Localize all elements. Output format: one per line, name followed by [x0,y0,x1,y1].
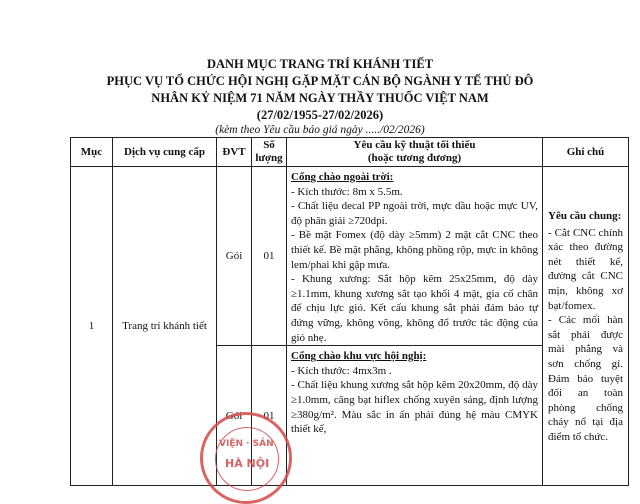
col-header-unit: ĐVT [217,138,252,167]
col-header-req-line1: Yêu cầu kỹ thuật tối thiểu [353,139,476,151]
cell-muc: 1 [71,167,113,486]
cell-service: Trang trí khánh tiết [113,167,217,486]
stamp-text-center: HÀ NỘI [225,457,270,470]
item-line: - Chất liệu decal PP ngoài trời, mực dầu hoặc mực UV, độ phân giải ≥720dpi. [291,200,538,227]
doc-title-line-1: DANH MỤC TRANG TRÍ KHÁNH TIẾT [206,57,434,71]
item-title: Cổng chào khu vực hội nghị: [291,350,427,363]
col-header-requirements [287,138,543,167]
cell-requirements-2 [287,346,543,486]
note-line: - Cắt CNC chính xác theo đường nét thiết kế, đường cắt CNC mịn, không xơ bạt/fomex. [548,226,623,312]
stamp-text-top: VIỆN · SẢN [219,439,274,449]
note-line: - Các mối hàn sắt phải được mài phẳng và sơn chống gỉ. Đảm bảo tuyệt đối an toàn phòng chống cháy nổ tại địa điểm tổ chức. [548,314,623,443]
col-header-qty [252,138,287,167]
item-line: - Khung xương: Sắt hộp kẽm 25x25mm, độ dày ≥1.1mm, khung xương sắt tạo khối 4 mặt, gia cố chân đế chịu lực gió. Kết cấu khung sắt phải đảm bảo tự đứng vững, không võng, không đổ trước tác động của gió nhẹ. [291,273,538,344]
cell-unit-1: Gói [217,167,252,346]
table-row [71,167,629,346]
cell-qty-1: 01 [252,167,287,346]
table-header-row [71,138,629,167]
col-header-qty-line2: lượng [255,152,283,164]
cell-unit-2: Gói [217,346,252,486]
red-stamp [200,412,292,504]
col-header-qty-line1: Số [263,139,275,151]
col-header-service: Dịch vụ cung cấp [113,138,217,167]
item-line: - Bề mặt Fomex (độ dày ≥5mm) 2 mặt cắt CNC theo thiết kế. Bề mặt phẳng, không phồng rộp, mực in không lem/phai khi gặp mưa. [291,229,538,271]
note-title: Yêu cầu chung: [548,210,622,222]
doc-title-line-2: PHỤC VỤ TỔ CHỨC HỘI NGHỊ GẶP MẶT CÁN BỘ NGÀNH Y TẾ THỦ ĐÔ [106,74,534,88]
col-header-note: Ghi chú [543,138,629,167]
requirements-table [70,137,629,486]
cell-requirements-1 [287,167,543,346]
doc-title-dates: (27/02/1955-27/02/2026) [256,108,384,122]
cell-qty-2: 01 [252,346,287,486]
item-line: - Kích thước: 4mx3m . [291,364,392,377]
item-line: - Chất liệu khung xương sắt hộp kẽm 20x20mm, độ dày ≥1.0mm, căng bạt hiflex chống xuyên sáng, định lượng ≥380g/m². Màu sắc in ấn phải đúng hệ màu CMYK thiết kế, [291,379,538,436]
col-header-req-line2: (hoặc tương đương) [367,152,462,164]
item-line: - Kích thước: 8m x 5.5m. [291,185,403,198]
doc-title-line-3: NHÂN KỶ NIỆM 71 NĂM NGÀY THẦY THUỐC VIỆT NAM [151,91,489,105]
doc-subtitle: (kèm theo Yêu cầu báo giá ngày ...../02/2026) [215,124,425,136]
item-title: Cổng chào ngoài trời: [291,171,394,183]
col-header-muc: Mục [71,138,113,167]
cell-note [543,167,629,486]
